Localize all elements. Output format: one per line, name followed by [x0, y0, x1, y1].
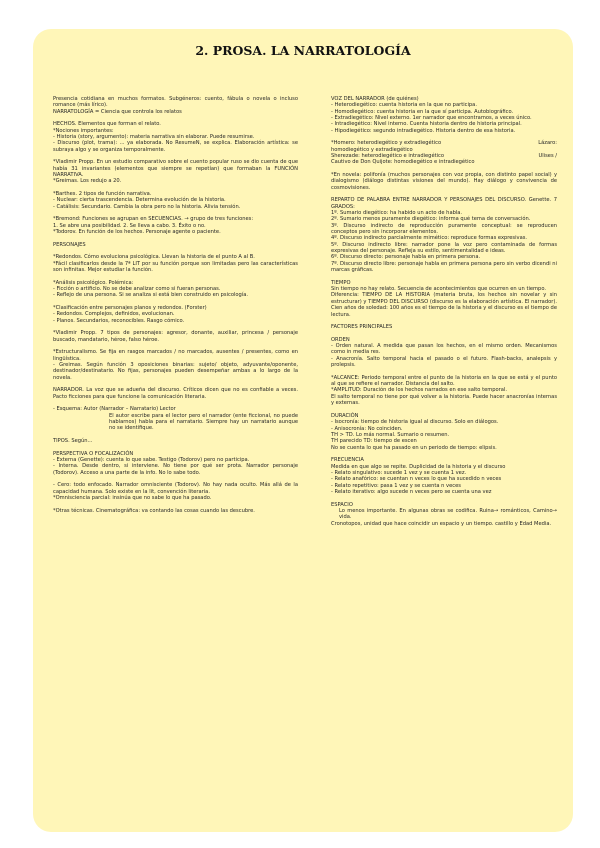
right-paragraph: *AMPLITUD: Duración de los hechos narrados en ese salto temporal.: [331, 387, 507, 394]
left-paragraph: - Redondos. Complejos, definidos, evolucionan.: [53, 311, 175, 318]
right-column: [331, 96, 557, 527]
right-paragraph: - Extradiegético: Nivel externo. 1er narrador que encontramos, a veces único.: [331, 115, 532, 122]
right-paragraph: - Hipodiegético: segundo intradiegético. Historia dentro de esa historia.: [331, 127, 516, 134]
right-paragraph: REPARTO DE PALABRA ENTRE NARRADOR Y PERSONAJES DEL DISCURSO. Genette. 7 GRADOS:: [331, 197, 557, 210]
left-paragraph: - Reflejo de una persona. Si se analiza si está bien construido en psicología.: [53, 292, 249, 299]
right-paragraph: - Anisocronía: No coinciden.: [331, 425, 403, 432]
right-paragraph: - Heterodiegético: cuenta historia en la que no participa.: [331, 102, 477, 109]
right-paragraph: TH > TD. Lo más normal. Sumario o resumen.: [331, 431, 450, 438]
page-title: 2. PROSA. LA NARRATOLOGÍA: [195, 43, 411, 58]
left-paragraph: TIPOS. Según...: [53, 437, 93, 444]
text-span: Lázaro:: [538, 140, 557, 147]
right-paragraph: - Relato repetitivo: pasa 1 vez y se cuenta n veces: [331, 482, 461, 489]
right-paragraph: ESPACIO: [331, 501, 353, 508]
right-paragraph: - Anacronía. Salto temporal hacia el pasado o el futuro. Flash-backs, analepsis y prolepsis.: [331, 355, 557, 369]
right-paragraph: - Relato iterativo: algo sucede n veces pero se cuenta una vez: [331, 488, 492, 495]
text-span: *Homero: heterodiegético y extradiegético: [331, 140, 442, 147]
right-paragraph: 2º. Sumario menos puramente diegético: informa qué tema de conversación.: [331, 216, 531, 223]
left-paragraph: - Esquema: Autor (Narrador – Narratario) Lector: [53, 406, 176, 413]
left-paragraph: El autor escribe para el lector pero el narrador (ente ficcional, no puede hablarnos) habla para el narratario. Siempre hay un narratario aunque no se identifique.: [109, 412, 298, 432]
right-paragraph: ORDEN: [331, 336, 350, 343]
right-paragraph: Cautivo de Don Quijote: homodiegético e intradiegético: [331, 159, 475, 166]
left-paragraph: *Estructuralismo. Se fija en rasgos marcados / no marcados, ausentes / presentes, como en lingüística.: [53, 349, 298, 362]
left-paragraph: *Clasificación entre personajes planos y redondos. (Forster): [53, 304, 207, 311]
right-paragraph: Diferencia: TIEMPO DE LA HISTORIA (materia bruta, los hechos sin novelar y sin estructurar) y TIEMPO DEL DISCURSO (discurso es la elaboración artística. El narrador). Cien años de soledad: 100 años es el tiempo de la historia y el discurso es el tiempo de lectura.: [331, 292, 557, 318]
left-paragraph: PERSPECTIVA O FOCALIZACIÓN: [53, 450, 134, 457]
right-paragraph: *ALCANCE: Periodo temporal entre el punto de la historia en la que se está y el punto al que se refiere el narrador. Distancia del salto.: [331, 374, 557, 388]
right-paragraph: 1º. Sumario diegético: ha habido un acto de habla.: [331, 210, 463, 217]
right-paragraph: Sin tiempo no hay relato. Secuencia de acontecimientos que ocurren en un tiempo.: [331, 286, 547, 293]
left-paragraph: - Externa (Genette): cuenta lo que sabe. Testigo (Todorov) pero no participa.: [53, 456, 250, 463]
right-paragraph: 4º. Discurso indirecto parcialmente mimético: reproduce formas expresivas.: [331, 235, 528, 242]
right-paragraph: homodiegético y extradiegético: [331, 146, 413, 153]
right-paragraph: FRECUENCIA: [331, 457, 364, 464]
right-paragraph: *En novela: polifonía (muchos personajes con voz propia, con distinto papel social) y dialogismo (diálogo distintas visiones del mundo). Hay diálogo y convivencia de cosmovisiones.: [331, 172, 557, 191]
left-paragraph: Presencia cotidiana en muchos formatos. Subgéneros: cuento, fábula o novela o incluso romance (más lírico).: [53, 96, 298, 109]
right-paragraph: 3º. Discurso indirecto de reproducción puramente conceptual: se reproducen conceptos pero sin incorporar elementos.: [331, 222, 557, 236]
right-paragraph: TH parecido TD: tiempo de escen: [331, 438, 417, 445]
left-column: [53, 96, 298, 514]
left-paragraph: *Bremond: Funciones se agrupan en SECUENCIAS. → grupo de tres funciones:: [53, 216, 254, 223]
left-paragraph: NARRATOLOGÍA = Ciencia que controla los relatos: [53, 108, 182, 115]
left-paragraph: *Otras técnicas. Cinematográfica: va contando las cosas cuando las descubre.: [53, 507, 255, 514]
left-paragraph: *Vladimir Propp. En un estudio comparativo sobre el cuento popular ruso se dio cuenta de que había 31 invariantes (elementos que siempre se repetían) que formaban la FUNCIÓN NARRATIVA.: [53, 159, 298, 179]
left-paragraph: *Fácil clasificarlos desde la 7ª LIT por su función porque son limitadas pero las características son infinitas. Mejor estudiar la función.: [53, 260, 298, 273]
left-paragraph: *Nociones importantes:: [53, 127, 114, 134]
left-paragraph: *Análisis psicológico. Polémica:: [53, 279, 134, 286]
right-paragraph: - Homodiegético: cuenta historia en la que sí participa. Autobiográfico.: [331, 108, 514, 115]
right-paragraph: 7º. Discurso directo libre: personaje habla en primera persona pero sin verbo dicendi ni marcas gráficas.: [331, 260, 557, 274]
left-paragraph: *Barthes. 2 tipos de función narrativa.: [53, 191, 152, 198]
left-paragraph: 1. Se abre una posibilidad. 2. Se lleva a cabo. 3. Éxito o no.: [53, 222, 206, 229]
left-paragraph: - Nuclear: cierta trascendencia. Determina evolución de la historia.: [53, 197, 226, 204]
right-paragraph: TIEMPO: [331, 279, 351, 286]
text-span: Ulises /: [538, 153, 557, 160]
text-span: Sherezade: heterodiegético e intradiegético: [331, 153, 445, 160]
right-paragraph: El salto temporal no tiene por qué volver a la historia. Puede hacer anacronías internas y externas.: [331, 393, 557, 407]
right-paragraph: - Relato singulativo: sucede 1 vez y se cuenta 1 vez.: [331, 469, 467, 476]
right-paragraph: No se cuenta lo que ha pasado en un periodo de tiempo: elipsis.: [331, 444, 497, 451]
left-paragraph: - Historia (story, argumento): materia narrativa sin elaborar. Puede resumirse.: [53, 134, 255, 141]
left-paragraph: - Interna. Desde dentro, si interviene. No tiene por qué ser prota. Narrador personaje (Todorov). Acceso a una parte de la info. No lo sabe todo.: [53, 463, 298, 476]
left-paragraph: NARRADOR. La voz que se adueña del discurso. Críticos dicen que no es confiable a veces. Pacto ficciones para que funcione la comunicación literaria.: [53, 387, 298, 400]
right-paragraph: 5º. Discurso indirecto libre: narrador pone la voz pero contaminada de formas expresivas del personaje. Refleja su estilo, sentimentalidad e ideas.: [331, 241, 557, 255]
left-paragraph: *Redondos. Cómo evoluciona psicológica. Llevan la historia de el punto A al B.: [53, 254, 255, 261]
right-paragraph: - Relato anafórico: se cuentan n veces lo que ha sucedido n veces: [331, 476, 502, 483]
left-paragraph: *Todorov. En función de los hechos. Personaje agente o paciente.: [53, 229, 221, 236]
left-paragraph: *Omnisciencia parcial: insinúa que no sabe lo que ha pasado.: [53, 494, 212, 501]
right-paragraph: - Intradiegético: Nivel interno. Cuenta historia dentro de historia principal.: [331, 121, 522, 128]
left-paragraph: - Ficción o artificio. No se debe analizar como si fueran personas.: [53, 285, 221, 292]
document-page: [33, 29, 573, 832]
right-paragraph: Medida en que algo se repite. Duplicidad de la historia y el discurso: [331, 463, 506, 470]
left-paragraph: - Greimas. Según función 3 oposiciones binarias: sujeto/ objeto, adyuvante/oponente, destinador/destinatario. No fijas, personajes pueden desempeñar ambas a lo largo de la novela.: [53, 361, 298, 381]
left-paragraph: HECHOS. Elementos que forman el relato.: [53, 121, 161, 128]
left-paragraph: - Catálisis: Secundario. Cambia la obra pero no la historia. Alivia tensión.: [53, 203, 241, 210]
left-paragraph: *Greimas. Los redujo a 20.: [53, 178, 122, 185]
right-paragraph: Cronotopos, unidad que hace coincidir un espacio y un tiempo. castillo y Edad Media.: [331, 520, 552, 527]
right-paragraph: VOZ DEL NARRADOR (de quiénes): [331, 96, 419, 102]
right-paragraph: - Isocronía: tiempo de historia igual al discurso. Solo en diálogos.: [331, 419, 499, 426]
left-paragraph: PERSONAJES: [53, 241, 86, 248]
left-paragraph: *Vladimir Propp. 7 tipos de personajes: agresor, donante, auxiliar, princesa / personaje buscado, mandatario, héroe, falso héroe.: [53, 330, 298, 343]
right-paragraph: FACTORES PRINCIPALES: [331, 324, 393, 331]
left-paragraph: - Discurso (plot, trama): ... ya elaborada. No ResumeN, se explica. Elaboración artística: se subraya algo y se organiza temporalmente.: [53, 140, 298, 153]
right-paragraph: Lo menos importante. En algunas obras se codifica. Ruina→ románticos, Camino→ vida.: [339, 507, 557, 521]
right-paragraph: 6º. Discurso directo: personaje habla en primera persona.: [331, 254, 481, 261]
left-paragraph: - Planos. Secundarios, reconocibles. Rasgo cómico.: [53, 317, 185, 324]
right-paragraph: DURACIÓN: [331, 412, 359, 419]
right-paragraph: - Orden natural. A medida que pasan los hechos, en el mismo orden. Mecanismos como in media res.: [331, 343, 557, 356]
left-paragraph: - Cero: todo enfocado. Narrador omnisciente (Todorov). No hay nada oculto. Más allá de la capacidad humana. Solo existe en la lit, convención literaria.: [53, 482, 298, 495]
